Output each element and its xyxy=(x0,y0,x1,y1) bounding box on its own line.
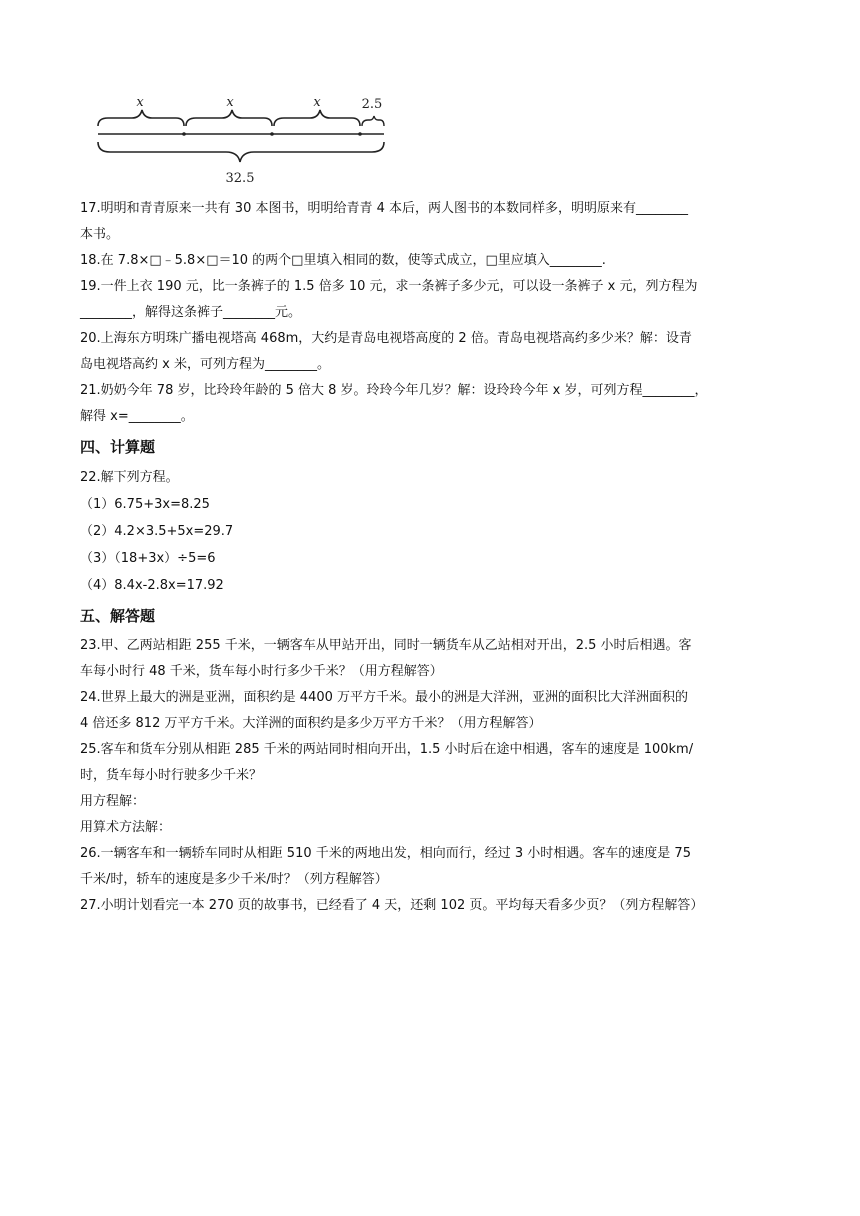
question-26 xyxy=(80,841,780,893)
question-21-line1: 21.奶奶今年 78 岁，比玲玲年龄的 5 倍大 8 岁。玲玲今年几岁？解：设玲玲今年 x 岁，可列方程________， xyxy=(80,383,708,398)
question-26-line2: 千米/时，轿车的速度是多少千米/时？（列方程解答） xyxy=(80,872,388,887)
question-27: 27.小明计划看完一本 270 页的故事书，已经看了 4 天，还剩 102 页。平均每天看多少页？（列方程解答） xyxy=(80,898,704,913)
diagram-label-2-5: 2.5 xyxy=(361,97,383,112)
question-17-line1: 17.明明和青青原来一共有 30 本图书，明明给青青 4 本后，两人图书的本数同样多，明明原来有________ xyxy=(80,201,689,216)
segment-point xyxy=(358,132,362,136)
question-21 xyxy=(80,378,780,430)
question-19-line2: ________，解得这条裤子________元。 xyxy=(80,305,302,320)
question-17-line2: 本书。 xyxy=(80,227,120,242)
brace-x1 xyxy=(98,110,184,126)
question-25-line1: 25.客车和货车分别从相距 285 千米的两站同时相向开出，1.5 小时后在途中相遇，客车的速度是 100km/ xyxy=(80,742,694,757)
diagram-label-total: 32.5 xyxy=(225,171,255,186)
question-20-line1: 20.上海东方明珠广播电视塔高 468m，大约是青岛电视塔高度的 2 倍。青岛电视塔高约多少米？解：设青 xyxy=(80,331,692,346)
brace-x3 xyxy=(274,110,360,126)
question-20-line2: 岛电视塔高约 x 米，可列方程为________。 xyxy=(80,357,330,372)
diagram-label-x3: x xyxy=(313,95,321,110)
question-24 xyxy=(80,685,780,737)
question-17 xyxy=(80,196,780,248)
question-26-line1: 26.一辆客车和一辆轿车同时从相距 510 千米的两地出发，相向而行，经过 3 小时相遇。客车的速度是 75 xyxy=(80,846,691,861)
question-19 xyxy=(80,274,780,326)
brace-total xyxy=(98,142,384,162)
segment-point xyxy=(182,132,186,136)
question-18: 18.在 7.8×□﹣5.8×□＝10 的两个□里填入相同的数，使等式成立，□里应填入________. xyxy=(80,253,606,268)
section-heading-word-problems: 五、解答题 xyxy=(80,607,156,625)
brace-x2 xyxy=(186,110,272,126)
question-23-line2: 车每小时行 48 千米，货车每小时行多少千米？（用方程解答） xyxy=(80,664,443,679)
question-22-item-1: （1）6.75+3x=8.25 xyxy=(80,497,210,512)
question-22-title: 22.解下列方程。 xyxy=(80,470,179,485)
question-22-item-2: （2）4.2×3.5+5x=29.7 xyxy=(80,524,234,539)
question-25-line2: 时，货车每小时行驶多少千米？ xyxy=(80,768,263,783)
question-21-line2: 解得 x=________。 xyxy=(80,409,194,424)
diagram-label-x1: x xyxy=(136,95,144,110)
question-25-arithmetic-method: 用算术方法解： xyxy=(80,820,172,835)
diagram-label-x2: x xyxy=(226,95,234,110)
question-23-line1: 23.甲、乙两站相距 255 千米，一辆客车从甲站开出，同时一辆货车从乙站相对开出，2.5 小时后相遇。客 xyxy=(80,638,692,653)
question-20 xyxy=(80,326,780,378)
segment-point xyxy=(270,132,274,136)
question-25-equation-method: 用方程解： xyxy=(80,794,146,809)
section-heading-calculation: 四、计算题 xyxy=(80,438,156,456)
worksheet-content xyxy=(80,196,780,919)
question-23 xyxy=(80,633,780,685)
question-22-item-4: （4）8.4x-2.8x=17.92 xyxy=(80,578,224,593)
brace-2-5 xyxy=(362,116,384,126)
line-segment-diagram xyxy=(88,86,398,190)
question-24-line2: 4 倍还多 812 万平方千米。大洋洲的面积约是多少万平方千米？（用方程解答） xyxy=(80,716,542,731)
question-25 xyxy=(80,737,780,841)
question-19-line1: 19.一件上衣 190 元，比一条裤子的 1.5 倍多 10 元，求一条裤子多少元，可以设一条裤子 x 元，列方程为 xyxy=(80,279,698,294)
question-22-item-3: （3）（18+3x）÷5=6 xyxy=(80,551,216,566)
question-24-line1: 24.世界上最大的洲是亚洲，面积约是 4400 万平方千米。最小的洲是大洋洲，亚洲的面积比大洋洲面积的 xyxy=(80,690,689,705)
